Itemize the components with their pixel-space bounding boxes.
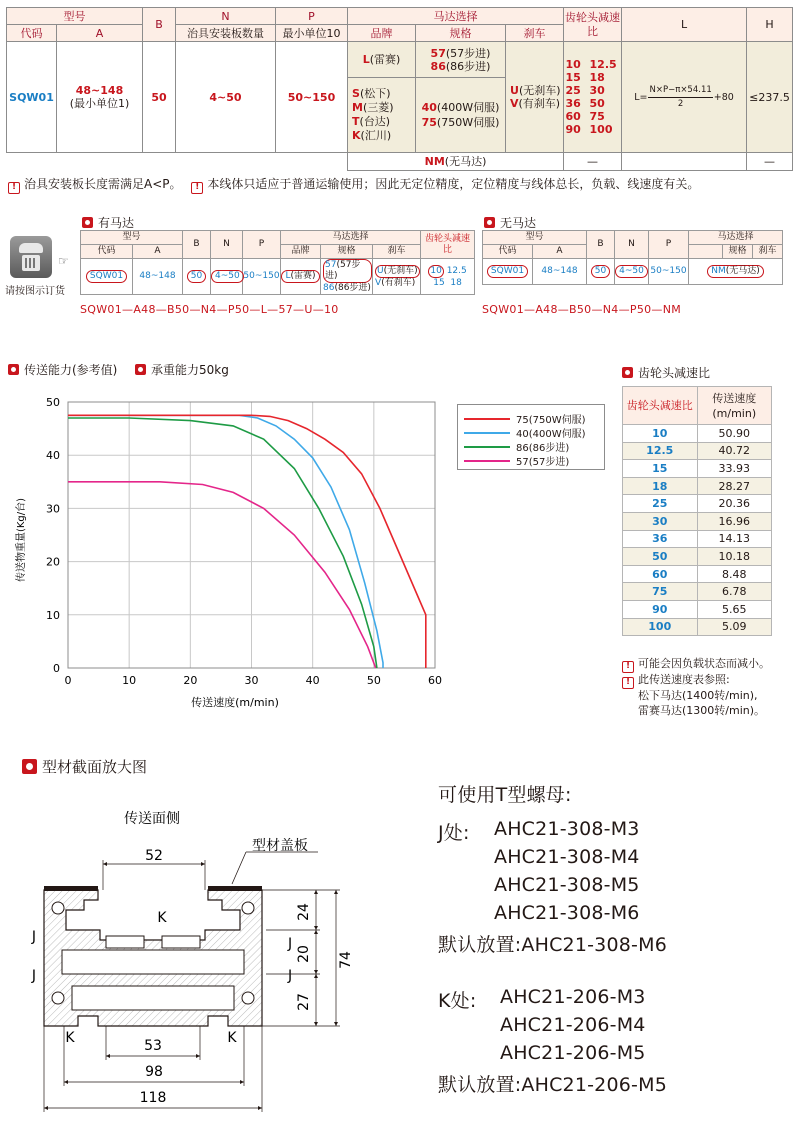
pointer-icon: ☞ xyxy=(58,254,69,268)
speed-cell: 6.78 xyxy=(697,583,772,601)
gear-value: 50 xyxy=(589,97,605,110)
note-2: 本线体只适应于普通运输使用；因此无定位精度，定位精度与线体总长，负载、线速度有关。 xyxy=(207,177,700,191)
gear-value: 10 xyxy=(565,58,581,71)
y-axis-label: 传送物重量(Kg/台) xyxy=(16,497,27,583)
gear-table-title: 齿轮头减速比 xyxy=(622,364,710,381)
with-motor-title: 有马达 xyxy=(82,214,134,231)
spec-selection: 57(57步进) 86(86步进) xyxy=(321,259,373,295)
with-motor-order-table: 型号 B N P 马达选择 齿轮头减速比 代码 A 品牌 规格 刹车 SQW01 48~148 50 4~50 50~150 L(雷赛) 57(57步进) 86(86步进) U(无刹车) V(有刹车) 10 12.5 15 18 xyxy=(80,230,475,295)
section-icon xyxy=(22,759,37,774)
phone-label: 请按图示订货 xyxy=(5,286,65,297)
gear-row xyxy=(623,495,772,513)
x-tick-label: 20 xyxy=(183,674,198,687)
speed-cell: 33.93 xyxy=(697,460,772,478)
code-selection: SQW01 xyxy=(487,265,528,278)
a-selection: 48~148 xyxy=(541,266,578,276)
legend-swatch xyxy=(464,418,510,420)
gear-value: 30 xyxy=(589,84,605,97)
svg-text:J: J xyxy=(31,929,36,945)
code-selection: SQW01 xyxy=(86,270,127,283)
header-brake: 刹车 xyxy=(506,25,564,42)
b-selection: 50 xyxy=(591,265,610,278)
legend-label: 75(750W伺服) xyxy=(516,415,586,426)
svg-text:K: K xyxy=(157,910,167,926)
gear-value: 90 xyxy=(565,123,581,136)
header-model: 型号 xyxy=(7,8,143,25)
gear-value: 12.5 xyxy=(589,58,617,71)
brand-leisai: L(雷赛) xyxy=(348,42,416,78)
cell-n: 4~50 xyxy=(176,42,276,153)
gear-value: 15 xyxy=(565,71,581,84)
y-tick-label: 40 xyxy=(46,449,60,463)
spec-stepper: 57(57步进) 86(86步进) xyxy=(416,42,506,78)
profile-section-title: 型材截面放大图 xyxy=(22,756,147,777)
cell-b: 50 xyxy=(143,42,176,153)
cell-h: ≤237.5 xyxy=(747,42,793,153)
l-formula: L= $\frac{N\times P-\pi\times 54.11}{2}$ +80 xyxy=(622,42,747,153)
svg-text:118: 118 xyxy=(139,1090,167,1106)
j-nut-m3: AHC21-308-M3 xyxy=(494,818,640,840)
gear-dash: — xyxy=(564,153,622,171)
header-b: B xyxy=(143,8,176,42)
speed-cell: 16.96 xyxy=(697,512,772,530)
gear-ratio-cell: 18 xyxy=(623,477,698,495)
series-line xyxy=(68,482,376,668)
gear-value: 60 xyxy=(565,110,581,123)
gear-ratio-cell: 75 xyxy=(623,583,698,601)
with-motor-example: SQW01—A48—B50—N4—P50—L—57—U—10 xyxy=(80,303,339,316)
legend-label: 57(57步进) xyxy=(516,457,570,468)
gear-ratio-cell: 12.5 xyxy=(623,442,698,460)
legend-item xyxy=(464,439,569,454)
speed-cell: 5.09 xyxy=(697,618,772,636)
svg-text:24: 24 xyxy=(296,903,312,921)
svg-text:K: K xyxy=(65,1030,75,1046)
svg-text:J: J xyxy=(288,968,293,984)
speed-cell: 40.72 xyxy=(697,442,772,460)
gear-row xyxy=(623,477,772,495)
spec-table xyxy=(6,7,793,171)
profile-drawing xyxy=(0,790,420,1126)
k-label: K处: xyxy=(438,990,477,1012)
j-default: 默认放置:AHC21-308-M6 xyxy=(438,934,667,956)
speed-cell: 14.13 xyxy=(697,530,772,548)
gear-row xyxy=(623,512,772,530)
header-n: N xyxy=(176,8,276,25)
svg-text:J: J xyxy=(288,936,293,952)
svg-text:20: 20 xyxy=(296,945,312,963)
chart-ticks xyxy=(46,396,442,687)
h-dash: — xyxy=(747,153,793,171)
header-code: 代码 xyxy=(7,25,57,42)
legend-item xyxy=(464,425,586,440)
gear-value: 75 xyxy=(589,110,605,123)
k-nut-m5: AHC21-206-M5 xyxy=(500,1042,646,1064)
k-nut-m4: AHC21-206-M4 xyxy=(500,1014,646,1036)
note-1: 治具安装板长度需满足A<P。 xyxy=(24,177,182,191)
legend-label: 86(86步进) xyxy=(516,443,570,454)
gear-row xyxy=(623,530,772,548)
x-tick-label: 40 xyxy=(305,674,320,687)
speed-cell: 20.36 xyxy=(697,495,772,513)
section-icon xyxy=(484,217,495,228)
speed-cell: 28.27 xyxy=(697,477,772,495)
y-tick-label: 0 xyxy=(53,662,60,675)
k-nut-m3: AHC21-206-M3 xyxy=(500,986,646,1008)
p-selection: 50~150 xyxy=(243,271,280,281)
gear-value: 100 xyxy=(589,123,613,136)
header-brand: 品牌 xyxy=(348,25,416,42)
gear-notes: ! 可能会因负载状态而减小。 ! 此传送速度表参照: 松下马达(1400转/min), 雷赛马达(1300转/min)。 xyxy=(622,657,770,718)
legend-swatch xyxy=(464,460,510,462)
warning-icon: ! xyxy=(622,661,634,673)
n-selection: 4~50 xyxy=(211,270,244,283)
notes-line xyxy=(8,175,699,194)
gear-row xyxy=(623,600,772,618)
chart-legend xyxy=(457,404,605,470)
series-line xyxy=(68,415,426,668)
gear-ratio-cell: 25 xyxy=(623,495,698,513)
section-icon xyxy=(82,217,93,228)
nuts-title: 可使用T型螺母: xyxy=(438,784,572,806)
brand-servo: S(松下) M(三菱) T(台达) K(汇川) xyxy=(348,78,416,153)
section-icon xyxy=(135,364,146,375)
gear-value: 25 xyxy=(565,84,581,97)
header-a: A xyxy=(57,25,143,42)
gear-ratio-cell: 15 xyxy=(623,460,698,478)
gear-ratio-cell: 10 xyxy=(623,425,698,443)
chart-section-title: 传送能力(参考值) xyxy=(8,361,117,378)
y-tick-label: 50 xyxy=(46,396,60,409)
svg-text:74: 74 xyxy=(338,951,354,969)
speed-cell: 5.65 xyxy=(697,600,772,618)
j-nut-m6: AHC21-308-M6 xyxy=(494,902,640,924)
gear-row xyxy=(623,548,772,566)
gear-speed-table xyxy=(622,386,772,636)
without-motor-title: 无马达 xyxy=(484,214,536,231)
gear-row xyxy=(623,442,772,460)
cell-p: 50~150 xyxy=(276,42,348,153)
header-n-desc: 治具安装板数量 xyxy=(176,25,276,42)
gear-ratio-cell: 30 xyxy=(623,512,698,530)
header-motor-select: 马达选择 xyxy=(348,8,564,25)
p-selection: 50~150 xyxy=(650,266,687,276)
gear-ratio-cell: 100 xyxy=(623,618,698,636)
svg-text:27: 27 xyxy=(296,993,312,1011)
phone-icon xyxy=(10,236,52,278)
x-tick-label: 0 xyxy=(64,674,72,687)
j-nut-m5: AHC21-308-M5 xyxy=(494,874,640,896)
k-default: 默认放置:AHC21-206-M5 xyxy=(438,1074,667,1096)
cell-code: SQW01 xyxy=(7,42,57,153)
nm-selection: NM(无马达) xyxy=(689,259,783,285)
a-unit: (最小单位1) xyxy=(69,97,130,110)
speed-cell: 10.18 xyxy=(697,548,772,566)
header-gear: 齿轮头减速比 xyxy=(564,8,622,42)
svg-text:53: 53 xyxy=(144,1038,162,1054)
capacity-title: 承重能力50kg xyxy=(135,361,229,378)
legend-item xyxy=(464,411,586,426)
gear-value: 18 xyxy=(589,71,605,84)
speed-header: 传送速度(m/min) xyxy=(697,387,772,425)
nm-cell: NM(无马达) xyxy=(348,153,564,171)
x-tick-label: 60 xyxy=(428,674,442,687)
x-tick-label: 30 xyxy=(244,674,259,687)
without-motor-order-table: 型号 B N P 马达选择 代码 A 规格 刹车 SQW01 48~148 50 4~50 50~150 NM(无马达) xyxy=(482,230,783,285)
a-selection: 48~148 xyxy=(139,271,176,281)
y-tick-label: 10 xyxy=(46,608,60,622)
header-p: P xyxy=(276,8,348,25)
chart-grid xyxy=(68,402,435,668)
gear-row xyxy=(623,565,772,583)
gear-row xyxy=(623,583,772,601)
section-icon xyxy=(622,367,633,378)
header-h: H xyxy=(747,8,793,42)
gear-ratio-cell: 50 xyxy=(623,548,698,566)
gear-row xyxy=(623,460,772,478)
b-selection: 50 xyxy=(187,270,206,283)
j-label: J处: xyxy=(438,822,470,844)
gear-value: 36 xyxy=(565,97,581,110)
header-p-desc: 最小单位10 xyxy=(276,25,348,42)
gear-ratio-cell: 36 xyxy=(623,530,698,548)
gear-values xyxy=(564,42,622,153)
j-nut-m4: AHC21-308-M4 xyxy=(494,846,640,868)
side-label: 传送面侧 xyxy=(124,811,180,827)
gear-ratio-cell: 90 xyxy=(623,600,698,618)
svg-text:52: 52 xyxy=(145,848,163,864)
legend-swatch xyxy=(464,446,510,448)
gear-row xyxy=(623,618,772,636)
gear-selection: 10 12.5 15 18 xyxy=(421,259,475,295)
brand-selection: L(雷赛) xyxy=(281,270,319,283)
without-motor-example: SQW01—A48—B50—N4—P50—NM xyxy=(482,303,682,316)
x-axis-label: 传送速度(m/min) xyxy=(191,696,279,709)
x-tick-label: 10 xyxy=(122,674,137,687)
n-selection: 4~50 xyxy=(615,265,648,278)
warning-icon: ! xyxy=(191,182,203,194)
gear-row xyxy=(623,425,772,443)
svg-text:98: 98 xyxy=(145,1064,163,1080)
chart-series xyxy=(68,415,426,668)
legend-item xyxy=(464,453,569,468)
gear-header: 齿轮头减速比 xyxy=(623,387,698,425)
legend-label: 40(400W伺服) xyxy=(516,429,586,440)
a-range: 48~148 xyxy=(75,84,124,97)
header-l: L xyxy=(622,8,747,42)
gear-grid xyxy=(565,58,620,136)
svg-text:J: J xyxy=(31,968,36,984)
cover-label: 型材盖板 xyxy=(252,838,308,854)
spec-servo: 40(400W伺服) 75(750W伺服) xyxy=(416,78,506,153)
y-tick-label: 20 xyxy=(46,555,60,569)
y-tick-label: 30 xyxy=(46,502,60,516)
speed-cell: 8.48 xyxy=(697,565,772,583)
section-icon xyxy=(8,364,19,375)
legend-swatch xyxy=(464,432,510,434)
warning-icon: ! xyxy=(8,182,20,194)
cell-a xyxy=(57,42,143,153)
svg-text:K: K xyxy=(227,1030,237,1046)
header-spec: 规格 xyxy=(416,25,506,42)
gear-ratio-cell: 60 xyxy=(623,565,698,583)
brake-selection: U(无刹车) V(有刹车) xyxy=(373,259,421,295)
brake-options: U(无刹车) V(有刹车) xyxy=(506,42,564,153)
warning-icon: ! xyxy=(622,677,634,689)
speed-cell: 50.90 xyxy=(697,425,772,443)
x-tick-label: 50 xyxy=(366,674,381,687)
